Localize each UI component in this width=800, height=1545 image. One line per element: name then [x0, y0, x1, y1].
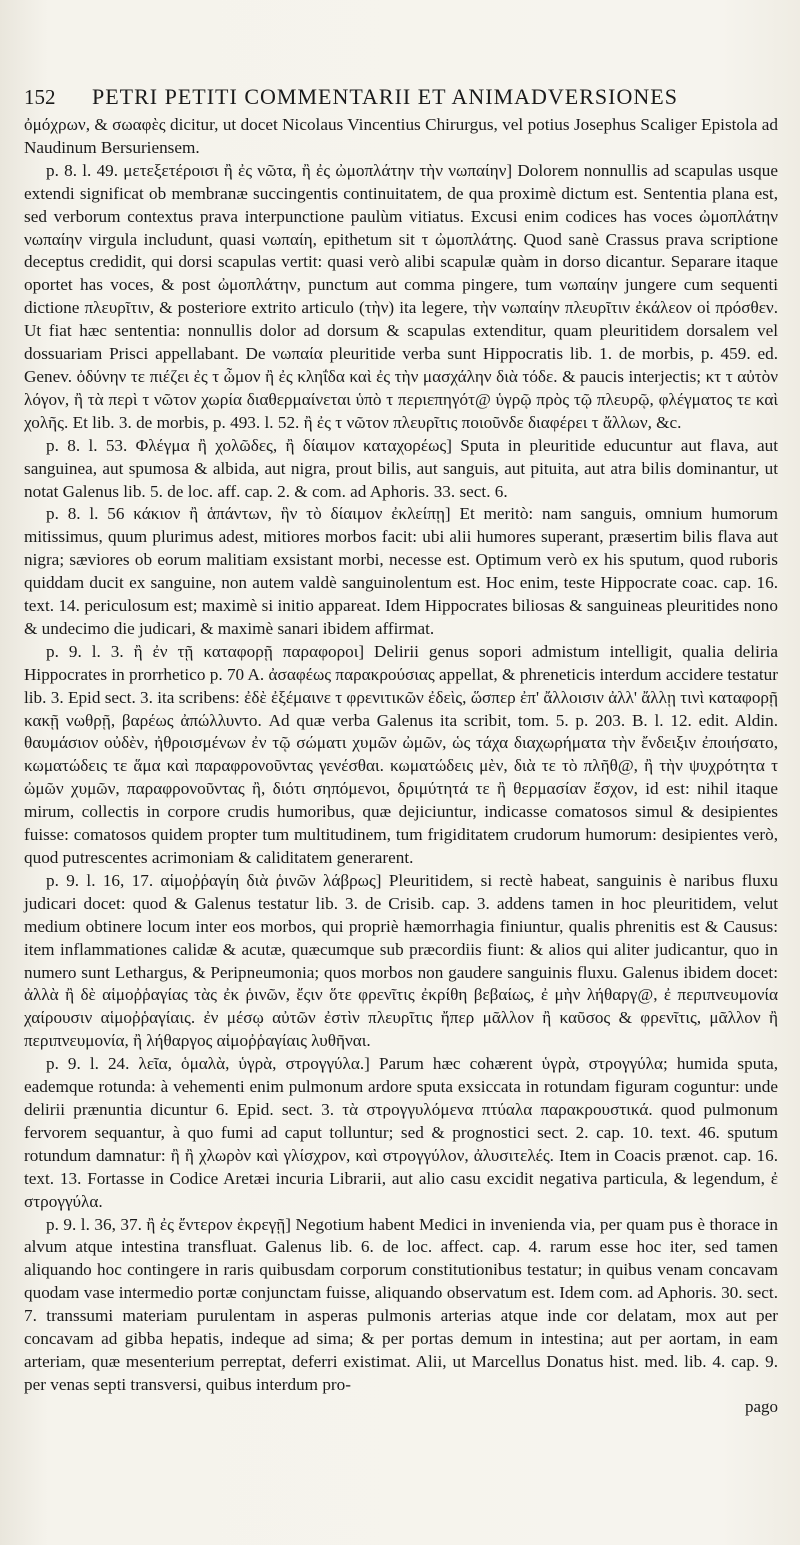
paragraph-p8-l49: p. 8. l. 49. μετεξετέροισι ἢ ἐς νῶτα, ἢ ἐς ὠμοπλάτην τὴν νωπαίην] Dolorem nonnullis ad scapulas usque extendi significat ob membranæ succingentis continuitatem, de qua proximè dictum est. Sententia plana est, sed verborum contextus prava interpunctione paulùm vitiatus. Excusi enim codices has voces ὠμοπλάτην νωπαίην virgula includunt, quasi νωπαίη, epithetum sit τ ὠμοπλάτης. Quod sanè Crassus prava scriptione deceptus credidit, qui dorsi scapulas vertit: quasi verò alibi scapulæ quàm in dorso dicantur. Separare itaque oportet has voces, & post ὠμοπλάτην, punctum aut comma pingere, tum νωπαίην jungere cum sequenti dictione πλευρῖτιν, & posteriore extrito articulo (τὴν) ita legere, τὴν νωπαίην πλευρῖτιν ἐκάλεον οἱ πρόσθεν. Ut fiat hæc sententia: nonnullis dolor ad dorsum & scapulas extenditur, quam pleuritidem dorsalem vel dossuariam Prisci appellabant. De νωπαία pleuritide verba sunt Hippocratis lib. 1. de morbis, p. 459. ed. Genev. ὀδύνην τε πιέζει ἐς τ ὦμον ἢ ἐς κληΐδα καὶ ἐς τὴν μασχάλην διὰ τόδε. & paucis interjectis; κτ τ αὐτὸν λόγον, ἢ τὰ περὶ τ νῶτον χωρία διαθερμαίνεται ὑπὸ τ περιεπηγότ@ ὑγρῷ πρὸς τῷ πλευρῷ, φλέγματος τε καὶ χολῆς. Et lib. 3. de morbis, p. 493. l. 52. ἢ ἐς τ νῶτον πλευρῖτις ποιοῦνδε διαφέρει τ ἄλλων, &c.: [24, 160, 778, 432]
paragraph-p8-l53: p. 8. l. 53. Φλέγμα ἢ χολῶδες, ἢ δίαιμον καταχορέως] Sputa in pleuritide educuntur aut flava, aut sanguinea, aut spumosa & albida, aut nigra, prout bilis, aut sanguis, aut pituita, aut atra bilis dominantur, ut notat Galenus lib. 5. de loc. aff. cap. 2. & com. ad Aphoris. 33. sect. 6.: [24, 435, 778, 501]
paragraph-p9-l3: p. 9. l. 3. ἢ ἐν τῇ καταφορῇ παραφοροι] Delirii genus sopori admistum intelligit, qualia deliria Hippocrates in prorrhetico p. 70 A. ἀσαφέως παρακρούσιας appellat, & phreneticis interdum accidere testatur lib. 3. Epid sect. 3. ita scribens: ἐδὲ ἐξέμαινε τ φρενιτικῶν ἐδεὶς, ὥσπερ ἐπ' ἄλλοισιν ἀλλ' ἄλλῃ τινὶ καταφορῇ κακῇ νωθρῇ, βαρέως ἀπώλλυντο. Ad quæ verba Galenus ita scribit, tom. 5. p. 203. B. l. 12. edit. Aldin. θαυμάσιον οὐδὲν, ἠθροισμένων ἐν τῷ σώματι χυμῶν ὠμῶν, ὡς τάχα διαχωρήματα τὴν ἔνδειξιν ἐποιήσατο, κωματώδεις τε ἅμα καὶ παραφρονοῦντας γενέσθαι. κωματώδεις μὲν, διὰ τε τὸ πλῆθ@, ἢ τὴν ψυχρότητα τ ὠμῶν χυμῶν, παραφρονοῦντας ἢ, διότι σηπόμενοι, δριμύτητά τε ἢ θερμασίαν ἔσχον, id est: nihil itaque mirum, collectis in corpore crudis humoribus, quæ dejiciuntur, indicasse comatosos simul & desipientes fuisse: comatosos quidem propter tum multitudinem, tum frigiditatem crudorum humorum: desipientes verò, quod putrescentes acrimoniam & caliditatem generarent.: [24, 641, 778, 867]
paragraph-p9-l36: p. 9. l. 36, 37. ἢ ἐς ἔντερον ἐκρεγῇ] Negotium habent Medici in invenienda via, per quam pus è thorace in alvum atque intestina transfluat. Galenus lib. 6. de loc. affect. cap. 4. rarum esse hoc iter, sed tamen aliquando hoc contingere in raris quibusdam corporum constitutionibus testatur; in quibus venam concavam quodam vase intermedio portæ conjunctam fuisse, aliquando observatum est. Idem com. ad Aphoris. 30. sect. 7. transsumi materiam purulentam in asperas pulmonis arterias atque inde cor delatam, mox aut per concavam ad gibba hepatis, indeque ad sima; & per portas demum in intestina; aut per aortam, in eam arteriam, quæ mesenterium perreptat, deferri existimat. Alii, ut Marcellus Donatus hist. med. lib. 4. cap. 9. per venas septi transversi, quibus interdum pro-: [24, 1214, 778, 1394]
running-head: [24, 84, 778, 110]
paragraph-p8-l56: p. 8. l. 56 κάκιον ἢ ἁπάντων, ἣν τὸ δίαιμον ἐκλείπῃ] Et meritò: nam sanguis, omnium humorum mitissimus, quum plurimus adest, mitiores morbos facit: ubi alii humores superant, præsertim bilis flava aut nigra; sæviores ob eorum malitiam exsistant morbi, necesse est. Optimum verò ex his sputum, quod ruboris quiddam ducit ex sanguine, non autem valdè sanguinolentum est. Hoc enim, teste Hippocrate coac. cap. 16. text. 14. periculosum est; maximè si initio appareat. Idem Hippocrates biliosas & sanguineas pleuritides nono & undecimo die judicari, & maximè sanari ibidem affirmat.: [24, 504, 778, 638]
paragraph-continuation: ὀμόχρων, & σωαφὲς dicitur, ut docet Nicolaus Vincentius Chirurgus, vel potius Josephus Scaliger Epistola ad Naudinum Bersuriensem.: [24, 115, 778, 157]
page-body: [24, 114, 778, 1397]
paragraph-p9-l16: p. 9. l. 16, 17. αἱμοῤῥαγίη διὰ ῥινῶν λάβρως] Pleuritidem, si rectè habeat, sanguinis è naribus fluxu judicari docet: quod & Galenus testatur lib. 3. de Crisib. cap. 3. addens tamen in hoc pleuritidem, velut medium obtinere locum inter eos morbos, qui propriè hæmorrhagia finiuntur, qualis phrenitis est & Causus: item inflammationes calidæ & acutæ, quæcumque sub præcordiis fiunt: & alios qui aliter judicantur, quo in numero sunt Lethargus, & Peripneumonia; quos morbos non gaudere sanguinis fluxu. Galenus ibidem docet: ἀλλὰ ἢ δὲ αἱμοῤῥαγίας τὰς ἐκ ῥινῶν, ἔςιν ὅτε φρενῖτις ἐκρίθη βεβαίως, ἐ μὴν λήθαργ@, ἐ περιπνευμονία χαίρουσιν αἱμοῤῥαγίαις. ἐν μέσῳ αὐτῶν ἐστὶν πλευρῖτις ἤπερ μᾶλλον ἢ καῦσος & φρενῖτις, μᾶλλον ἢ περιπνευμονία, ἢ λήθαργος αἱμοῤῥαγίαις λυθῆναι.: [24, 870, 778, 1051]
running-title: PETRI PETITI COMMENTARII ET ANIMADVERSIONES: [92, 84, 678, 109]
paragraph-p9-l24: p. 9. l. 24. λεῖα, ὁμαλὰ, ὑγρὰ, στρογγύλα.] Parum hæc cohærent ὑγρὰ, στρογγύλα; humida sputa, eademque rotunda: à vehementi enim pulmonum ardore sputa exsiccata in rotundam figuram coguntur: unde delirii prænuntia dicuntur 6. Epid. sect. 3. τὰ στρογγυλόμενα πτύαλα παρακρουστικά. quod pulmonum fervorem sequantur, à quo fumi ad caput tolluntur; sed & prognostici sect. 2. cap. 10. text. 46. sputum rotundum damnatur: ἢ ἢ χλωρὸν καὶ γλίσχρον, καὶ στρογγύλον, ἀλυσιτελές. Item in Coacis prænot. cap. 16. text. 13. Fortasse in Codice Aretæi incuria Librarii, aut alio casu excidit negativa particula, & legendum, ἐ στρογγύλα.: [24, 1054, 778, 1211]
catchword: pago: [744, 1396, 778, 1416]
page-number: 152: [24, 85, 56, 109]
